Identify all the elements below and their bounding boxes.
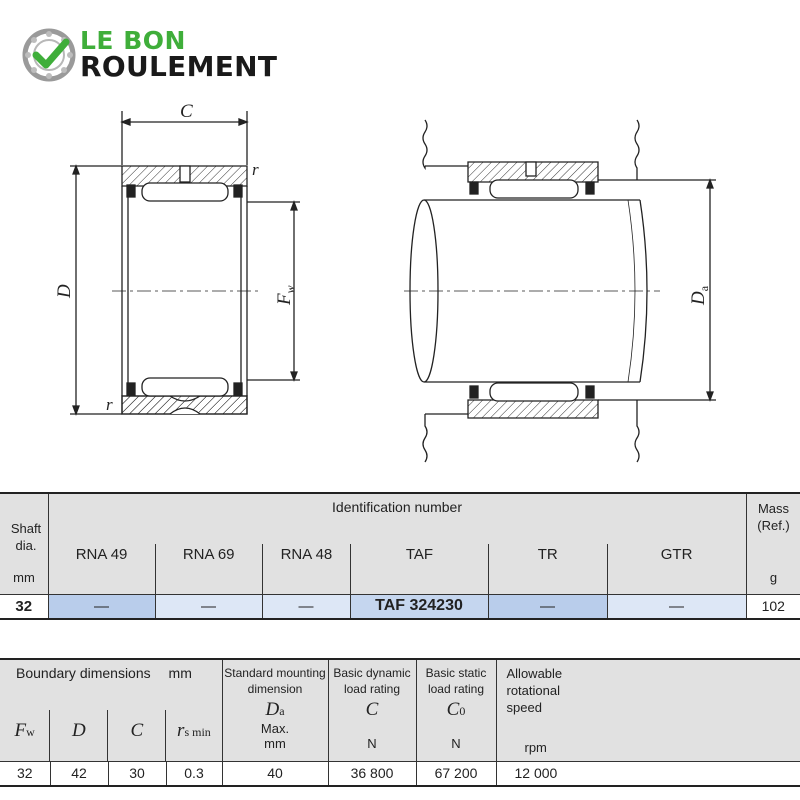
- dynamic-label-1: Basic dynamic: [333, 666, 411, 680]
- d-value: 42: [50, 762, 108, 786]
- boundary-table: [0, 660, 800, 787]
- col-rna49: RNA 49: [49, 544, 156, 594]
- speed-value: 12 000: [514, 765, 558, 782]
- brand-line-2: ROULEMENT: [80, 50, 278, 83]
- mounting-assembly-right: [404, 120, 716, 462]
- fw-value: 32: [0, 762, 50, 786]
- da-value: 40: [222, 762, 328, 786]
- speed-unit: rpm: [524, 740, 547, 755]
- boundary-title: Boundary dimensions: [16, 665, 151, 681]
- max-label: Max.: [260, 721, 290, 736]
- identification-table: [0, 494, 800, 620]
- mass-unit: g: [769, 570, 778, 585]
- mounting-header: Standard mounting dimension Da Max. mm: [222, 660, 328, 762]
- rna69-value: —: [155, 595, 262, 619]
- cdyn-value: 36 800: [328, 762, 416, 786]
- label-d: D: [54, 284, 75, 298]
- table-row: [0, 595, 800, 619]
- sym-d: D: [50, 710, 108, 761]
- static-label-1: Basic static: [425, 666, 487, 680]
- taf-value: TAF 324230: [350, 595, 488, 619]
- label-r-top: r: [252, 160, 259, 179]
- speed-label-2: rotational: [506, 683, 560, 698]
- sym-r: rs min: [177, 720, 211, 741]
- mass-label-1: Mass: [757, 501, 790, 516]
- speed-header: [496, 660, 800, 762]
- da-unit: mm: [264, 736, 286, 751]
- mounting-label-1: Standard mounting: [224, 666, 326, 680]
- label-r-bottom: r: [106, 395, 113, 414]
- col-taf: TAF: [351, 544, 489, 594]
- label-fw: $F_w$: [274, 285, 297, 305]
- sym-cdyn: C: [365, 699, 379, 720]
- mounting-label-2: dimension: [247, 682, 303, 696]
- brand-line-1: LE BON: [80, 26, 186, 55]
- col-rna69: RNA 69: [155, 544, 262, 594]
- label-c: C: [180, 101, 193, 122]
- bearing-check-icon: [22, 28, 76, 82]
- mass-header: [746, 494, 800, 595]
- shaft-label-2: dia.: [15, 538, 37, 553]
- sym-fw: Fw: [0, 710, 50, 761]
- dynamic-header: [328, 660, 416, 762]
- c-value: 30: [108, 762, 166, 786]
- gtr-value: —: [607, 595, 746, 619]
- mass-label-2: (Ref.): [757, 518, 790, 533]
- rna49-value: —: [48, 595, 155, 619]
- label-da: $D_a$: [688, 285, 711, 305]
- speed-label-3: speed: [506, 700, 542, 715]
- sym-c0: C: [446, 699, 460, 720]
- col-rna48: RNA 48: [262, 544, 350, 594]
- ident-header: [48, 494, 746, 595]
- shaft-label-1: Shaft: [10, 521, 42, 536]
- brand-logo: [22, 28, 322, 88]
- cdyn-unit: N: [367, 736, 377, 751]
- tr-value: —: [488, 595, 607, 619]
- shaft-header: [0, 494, 48, 595]
- boundary-unit: mm: [168, 665, 192, 681]
- table-row: [0, 762, 800, 786]
- mass-value: 102: [761, 598, 785, 615]
- sym-da: D: [265, 699, 280, 720]
- dynamic-label-2: load rating: [343, 682, 401, 696]
- ident-title: Identification number: [332, 499, 462, 515]
- shaft-value: 32: [0, 595, 48, 619]
- static-header: Basic static load rating C0 N: [416, 660, 496, 762]
- bearing-section-left: [70, 111, 300, 414]
- sym-c: C: [108, 710, 166, 761]
- c0-value: 67 200: [416, 762, 496, 786]
- col-tr: TR: [488, 544, 607, 594]
- col-gtr: GTR: [660, 546, 693, 563]
- boundary-header: [0, 660, 222, 762]
- speed-label-1: Allowable: [506, 666, 563, 681]
- c0-unit: N: [451, 736, 461, 751]
- rna48-value: —: [262, 595, 350, 619]
- r-value: 0.3: [166, 762, 222, 786]
- static-label-2: load rating: [427, 682, 485, 696]
- shaft-unit: mm: [13, 570, 35, 585]
- technical-drawing: [0, 95, 800, 490]
